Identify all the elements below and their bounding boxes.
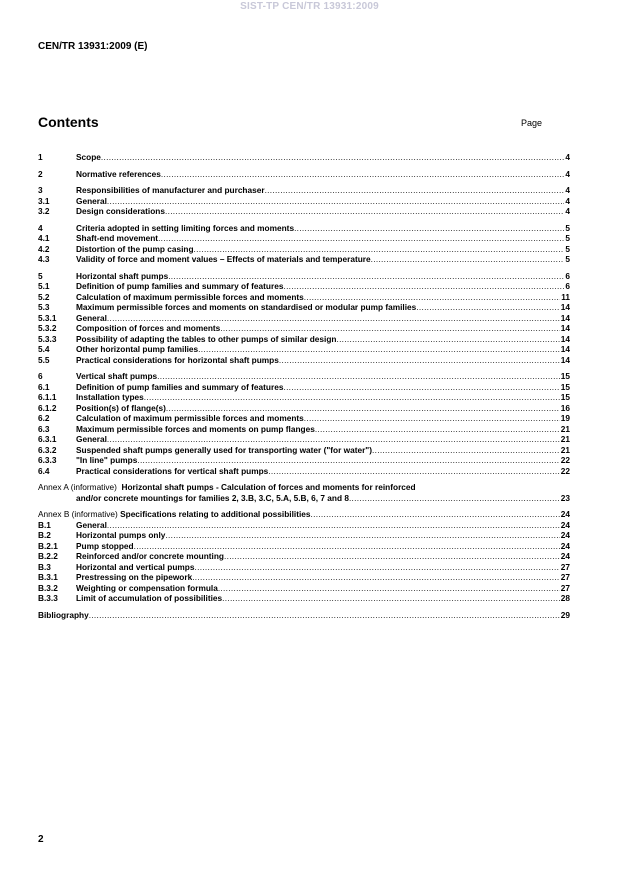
toc-entry-number: 6.1.2	[38, 402, 57, 413]
toc-leader	[294, 223, 564, 234]
annex-a-line2	[38, 493, 570, 504]
toc-section	[38, 169, 570, 180]
toc-entry-title: Pump stopped	[76, 540, 134, 551]
toc-entry-number: 6.4	[38, 465, 50, 476]
toc-entry-title: Installation types	[76, 392, 144, 402]
toc-leader	[371, 254, 565, 265]
toc-entry-page: 27	[560, 572, 570, 582]
toc-entry[interactable]	[38, 572, 570, 583]
bibliography-entry[interactable]	[38, 610, 570, 621]
toc-leader	[107, 434, 560, 445]
toc-entry[interactable]	[38, 583, 570, 594]
toc-entry-number: 6.3.1	[38, 434, 57, 444]
toc-entry-page: 5	[565, 243, 570, 254]
toc-leader	[101, 152, 564, 163]
page-column-label: Page	[521, 118, 543, 128]
toc-leader	[194, 244, 565, 255]
toc-entry-number: 5.4	[38, 344, 50, 354]
toc-entry[interactable]	[38, 562, 570, 573]
toc-entry-title: Horizontal and vertical pumps	[76, 561, 195, 572]
toc-entry[interactable]	[38, 382, 570, 393]
toc-entry[interactable]	[38, 403, 570, 414]
toc-entry[interactable]	[38, 292, 570, 303]
annex-a-label: Annex A (informative)	[38, 482, 117, 492]
toc-entry-title: General	[76, 312, 107, 323]
toc-entry-number: 4.1	[38, 233, 50, 243]
toc-entry-title: Suspended shaft pumps generally used for transporting water ("for water")	[76, 444, 372, 455]
toc-entry-page: 24	[560, 551, 570, 561]
toc-entry-title: Criteria adopted in setting limiting forces and moments	[76, 222, 295, 233]
toc-leader	[349, 493, 560, 504]
toc-entry-page: 11	[561, 291, 570, 302]
toc-entry[interactable]	[38, 593, 570, 604]
toc-entry[interactable]	[38, 455, 570, 466]
toc-entry-title: Other horizontal pump families	[76, 344, 199, 354]
toc-entry-number: 6.3	[38, 423, 50, 434]
toc-entry-page: 5	[565, 254, 570, 264]
toc-entry[interactable]	[38, 281, 570, 292]
toc-leader	[134, 541, 560, 552]
toc-entry-title: Normative references	[76, 168, 161, 179]
contents-heading: Contents	[38, 114, 99, 130]
toc-entry[interactable]	[38, 434, 570, 445]
toc-entry-page: 27	[560, 561, 570, 572]
toc-entry[interactable]	[38, 466, 570, 477]
toc-leader	[224, 551, 560, 562]
toc-entry-page: 15	[560, 381, 570, 392]
toc-entry-title: Vertical shaft pumps	[76, 371, 158, 381]
toc-entry-page: 15	[560, 371, 570, 381]
toc-entry-title: Horizontal pumps only	[76, 530, 166, 540]
toc-entry-title: Responsibilities of manufacturer and purchaser	[76, 185, 265, 195]
toc-entry-title: Validity of force and moment values – Effects of materials and temperature	[76, 254, 371, 264]
toc-entry[interactable]	[38, 152, 570, 163]
toc-entry-number: 5.3	[38, 302, 50, 312]
toc-entry[interactable]	[38, 551, 570, 562]
toc-entry-title: General	[76, 434, 107, 444]
toc-entry-number: 2	[38, 168, 43, 179]
toc-entry-page: 21	[560, 444, 570, 455]
toc-entry-title: "In line" pumps	[76, 455, 138, 465]
toc-entry-page: 14	[560, 354, 570, 365]
toc-entry-number: 6.1.1	[38, 392, 57, 402]
toc-entry-number: B.3.3	[38, 593, 58, 603]
watermark: SIST-TP CEN/TR 13931:2009	[240, 1, 379, 12]
toc-leader	[336, 334, 559, 345]
toc-leader	[107, 196, 564, 207]
document-id: CEN/TR 13931:2009 (E)	[38, 41, 148, 52]
toc-entry[interactable]	[38, 541, 570, 552]
toc-leader	[107, 313, 560, 324]
toc-entry[interactable]	[38, 302, 570, 313]
toc-leader	[372, 445, 560, 456]
toc-entry-page: 4	[565, 185, 570, 195]
toc-entry-page: 24	[560, 540, 570, 551]
annex-a-entry[interactable]	[38, 482, 570, 503]
toc-entry-page: 14	[560, 333, 570, 344]
toc-entry-page: 14	[560, 302, 570, 312]
toc-entry-number: 5.3.1	[38, 312, 57, 323]
toc-leader	[168, 271, 564, 282]
bibliography-section	[38, 610, 570, 621]
toc-entry-title: Definition of pump families and summary of features	[76, 281, 284, 291]
annex-b-label: Annex B (informative)	[38, 509, 118, 519]
toc-entry-page: 21	[560, 423, 570, 434]
toc-entry-page: 19	[560, 413, 570, 423]
toc-leader	[218, 583, 560, 594]
toc-entry[interactable]	[38, 196, 570, 207]
toc-entry-title: Weighting or compensation formula	[76, 582, 218, 593]
toc-entry-number: B.3.1	[38, 572, 58, 582]
toc-entry-page: 4	[565, 168, 570, 179]
toc-entry-number: 5	[38, 270, 43, 281]
toc-entry-page: 24	[560, 530, 570, 540]
toc-entry[interactable]	[38, 313, 570, 324]
toc-entry-title: Practical considerations for horizontal shaft pumps	[76, 354, 279, 365]
toc-entry[interactable]	[38, 530, 570, 541]
bibliography-title: Bibliography	[38, 609, 89, 620]
toc-entry-title: Prestressing on the pipework	[76, 572, 193, 582]
annex-b-section	[38, 509, 570, 604]
toc-entry-page: 16	[560, 402, 570, 413]
toc-leader	[311, 509, 560, 520]
toc-entry-title: Maximum permissible forces and moments on standardised or modular pump families	[76, 302, 417, 312]
toc-entry-number: 6.2	[38, 413, 50, 423]
toc-entry-number: 5.2	[38, 291, 50, 302]
toc-entry-title: Horizontal shaft pumps	[76, 270, 169, 281]
toc-entry-page: 5	[565, 233, 570, 243]
toc-entry-title: Practical considerations for vertical shaft pumps	[76, 465, 269, 476]
toc-entry[interactable]	[38, 185, 570, 196]
toc-entry-title: Limit of accumulation of possibilities	[76, 593, 223, 603]
toc-leader	[144, 392, 560, 403]
toc-entry-number: 5.3.2	[38, 323, 57, 333]
toc-entry-page: 27	[560, 582, 570, 593]
toc-entry[interactable]	[38, 355, 570, 366]
toc-entry[interactable]	[38, 254, 570, 265]
toc-entry-page: 15	[560, 392, 570, 402]
annex-a-title-line2: and/or concrete mountings for families 2, 3.B, 3.C, 5.A, 5.B, 6, 7 and 8	[76, 492, 349, 503]
toc-entry-number: 1	[38, 152, 43, 162]
toc-entry[interactable]	[38, 233, 570, 244]
toc-leader	[279, 355, 560, 366]
toc-section	[38, 371, 570, 476]
toc-entry[interactable]	[38, 334, 570, 345]
bibliography-page: 29	[560, 609, 570, 620]
toc-entry-number: 3.2	[38, 206, 50, 216]
toc-leader	[304, 413, 560, 424]
toc-entry[interactable]	[38, 371, 570, 382]
toc-entry-page: 28	[560, 593, 570, 603]
toc-entry-number: 6	[38, 371, 43, 381]
toc-entry-title: Calculation of maximum permissible forces and moments	[76, 291, 304, 302]
toc-leader	[416, 302, 560, 313]
toc-entry-number: 5.1	[38, 281, 50, 291]
annex-b-entry[interactable]	[38, 509, 570, 520]
toc-entry-page: 6	[565, 281, 570, 291]
toc-leader	[194, 562, 559, 573]
annex-b-page: 24	[560, 509, 570, 519]
toc-entry-number: 6.3.2	[38, 444, 57, 455]
toc-entry[interactable]	[38, 520, 570, 531]
toc-entry-title: Definition of pump families and summary of features	[76, 381, 284, 392]
toc-entry-number: 4.3	[38, 254, 50, 264]
toc-leader	[165, 206, 564, 217]
toc-entry-title: Position(s) of flange(s)	[76, 402, 166, 413]
toc-entry[interactable]	[38, 223, 570, 234]
toc-entry-page: 22	[560, 455, 570, 465]
toc-leader	[283, 382, 559, 393]
toc-sections	[38, 152, 570, 476]
toc-leader	[198, 344, 560, 355]
toc-entry-number: 6.1	[38, 381, 50, 392]
annex-a-title-line1: Horizontal shaft pumps - Calculation of forces and moments for reinforced	[121, 482, 416, 492]
toc-entry-number: 5.5	[38, 354, 50, 365]
toc-leader	[220, 323, 559, 334]
toc-leader	[222, 593, 560, 604]
toc-entry-page: 14	[560, 344, 570, 354]
toc-entry-page: 4	[565, 206, 570, 216]
toc-entry-number: 3	[38, 185, 43, 195]
toc-entry-title: General	[76, 519, 107, 530]
toc-leader	[268, 466, 559, 477]
toc-section	[38, 185, 570, 217]
toc-entry-number: B.3.2	[38, 582, 58, 593]
toc-entry[interactable]	[38, 392, 570, 403]
toc-entry-title: Scope	[76, 152, 101, 162]
annex-b-title: Specifications relating to additional possibilities	[120, 509, 311, 519]
toc-entry-number: B.2.2	[38, 551, 58, 561]
toc-leader	[161, 169, 565, 180]
toc-entry[interactable]	[38, 271, 570, 282]
toc-entry-number: B.1	[38, 519, 51, 530]
table-of-contents	[38, 152, 570, 626]
toc-entry-number: 5.3.3	[38, 333, 57, 344]
toc-entry-page: 4	[565, 195, 570, 206]
toc-entry-title: Composition of forces and moments	[76, 323, 221, 333]
toc-leader	[166, 403, 560, 414]
toc-entry-title: Calculation of maximum permissible forces and moments	[76, 413, 304, 423]
toc-leader	[137, 455, 559, 466]
toc-entry-number: 6.3.3	[38, 455, 57, 465]
toc-entry-title: Design considerations	[76, 206, 165, 216]
toc-leader	[304, 292, 560, 303]
toc-leader	[157, 371, 560, 382]
toc-entry-number: 4	[38, 222, 43, 233]
toc-entry-page: 5	[565, 222, 570, 233]
toc-section	[38, 223, 570, 265]
toc-entry-title: Possibility of adapting the tables to other pumps of similar design	[76, 333, 337, 344]
toc-leader	[265, 185, 565, 196]
toc-entry[interactable]	[38, 323, 570, 334]
toc-entry-number: B.2	[38, 530, 51, 540]
toc-leader	[158, 233, 564, 244]
toc-leader	[165, 530, 559, 541]
toc-entry[interactable]	[38, 244, 570, 255]
toc-section	[38, 152, 570, 163]
annex-a-page: 23	[560, 492, 570, 503]
toc-entry-number: B.2.1	[38, 540, 58, 551]
annex-b-entries	[38, 520, 570, 604]
toc-entry-page: 14	[560, 312, 570, 323]
toc-leader	[192, 572, 560, 583]
toc-leader	[283, 281, 564, 292]
toc-entry[interactable]	[38, 169, 570, 180]
toc-entry-page: 24	[560, 519, 570, 530]
toc-leader	[315, 424, 560, 435]
toc-entry-number: 3.1	[38, 195, 50, 206]
toc-entry-page: 6	[565, 270, 570, 281]
toc-entry[interactable]	[38, 206, 570, 217]
toc-entry[interactable]	[38, 344, 570, 355]
toc-entry[interactable]	[38, 445, 570, 456]
toc-entry-title: Maximum permissible forces and moments on pump flanges	[76, 423, 315, 434]
toc-entry-title: Shaft-end movement	[76, 233, 159, 243]
toc-entry-page: 22	[560, 465, 570, 476]
toc-entry[interactable]	[38, 413, 570, 424]
toc-entry-page: 21	[560, 434, 570, 444]
toc-section	[38, 271, 570, 366]
toc-entry-number: 4.2	[38, 243, 50, 254]
toc-entry-page: 4	[565, 152, 570, 162]
toc-leader	[107, 520, 560, 531]
toc-entry-page: 14	[560, 323, 570, 333]
toc-entry-title: Reinforced and/or concrete mounting	[76, 551, 224, 561]
toc-entry[interactable]	[38, 424, 570, 435]
toc-entry-number: B.3	[38, 561, 51, 572]
page-number: 2	[38, 834, 44, 845]
toc-leader	[89, 610, 560, 621]
annex-a-line1	[38, 482, 570, 493]
toc-entry-title: Distortion of the pump casing	[76, 243, 194, 254]
toc-entry-title: General	[76, 195, 107, 206]
